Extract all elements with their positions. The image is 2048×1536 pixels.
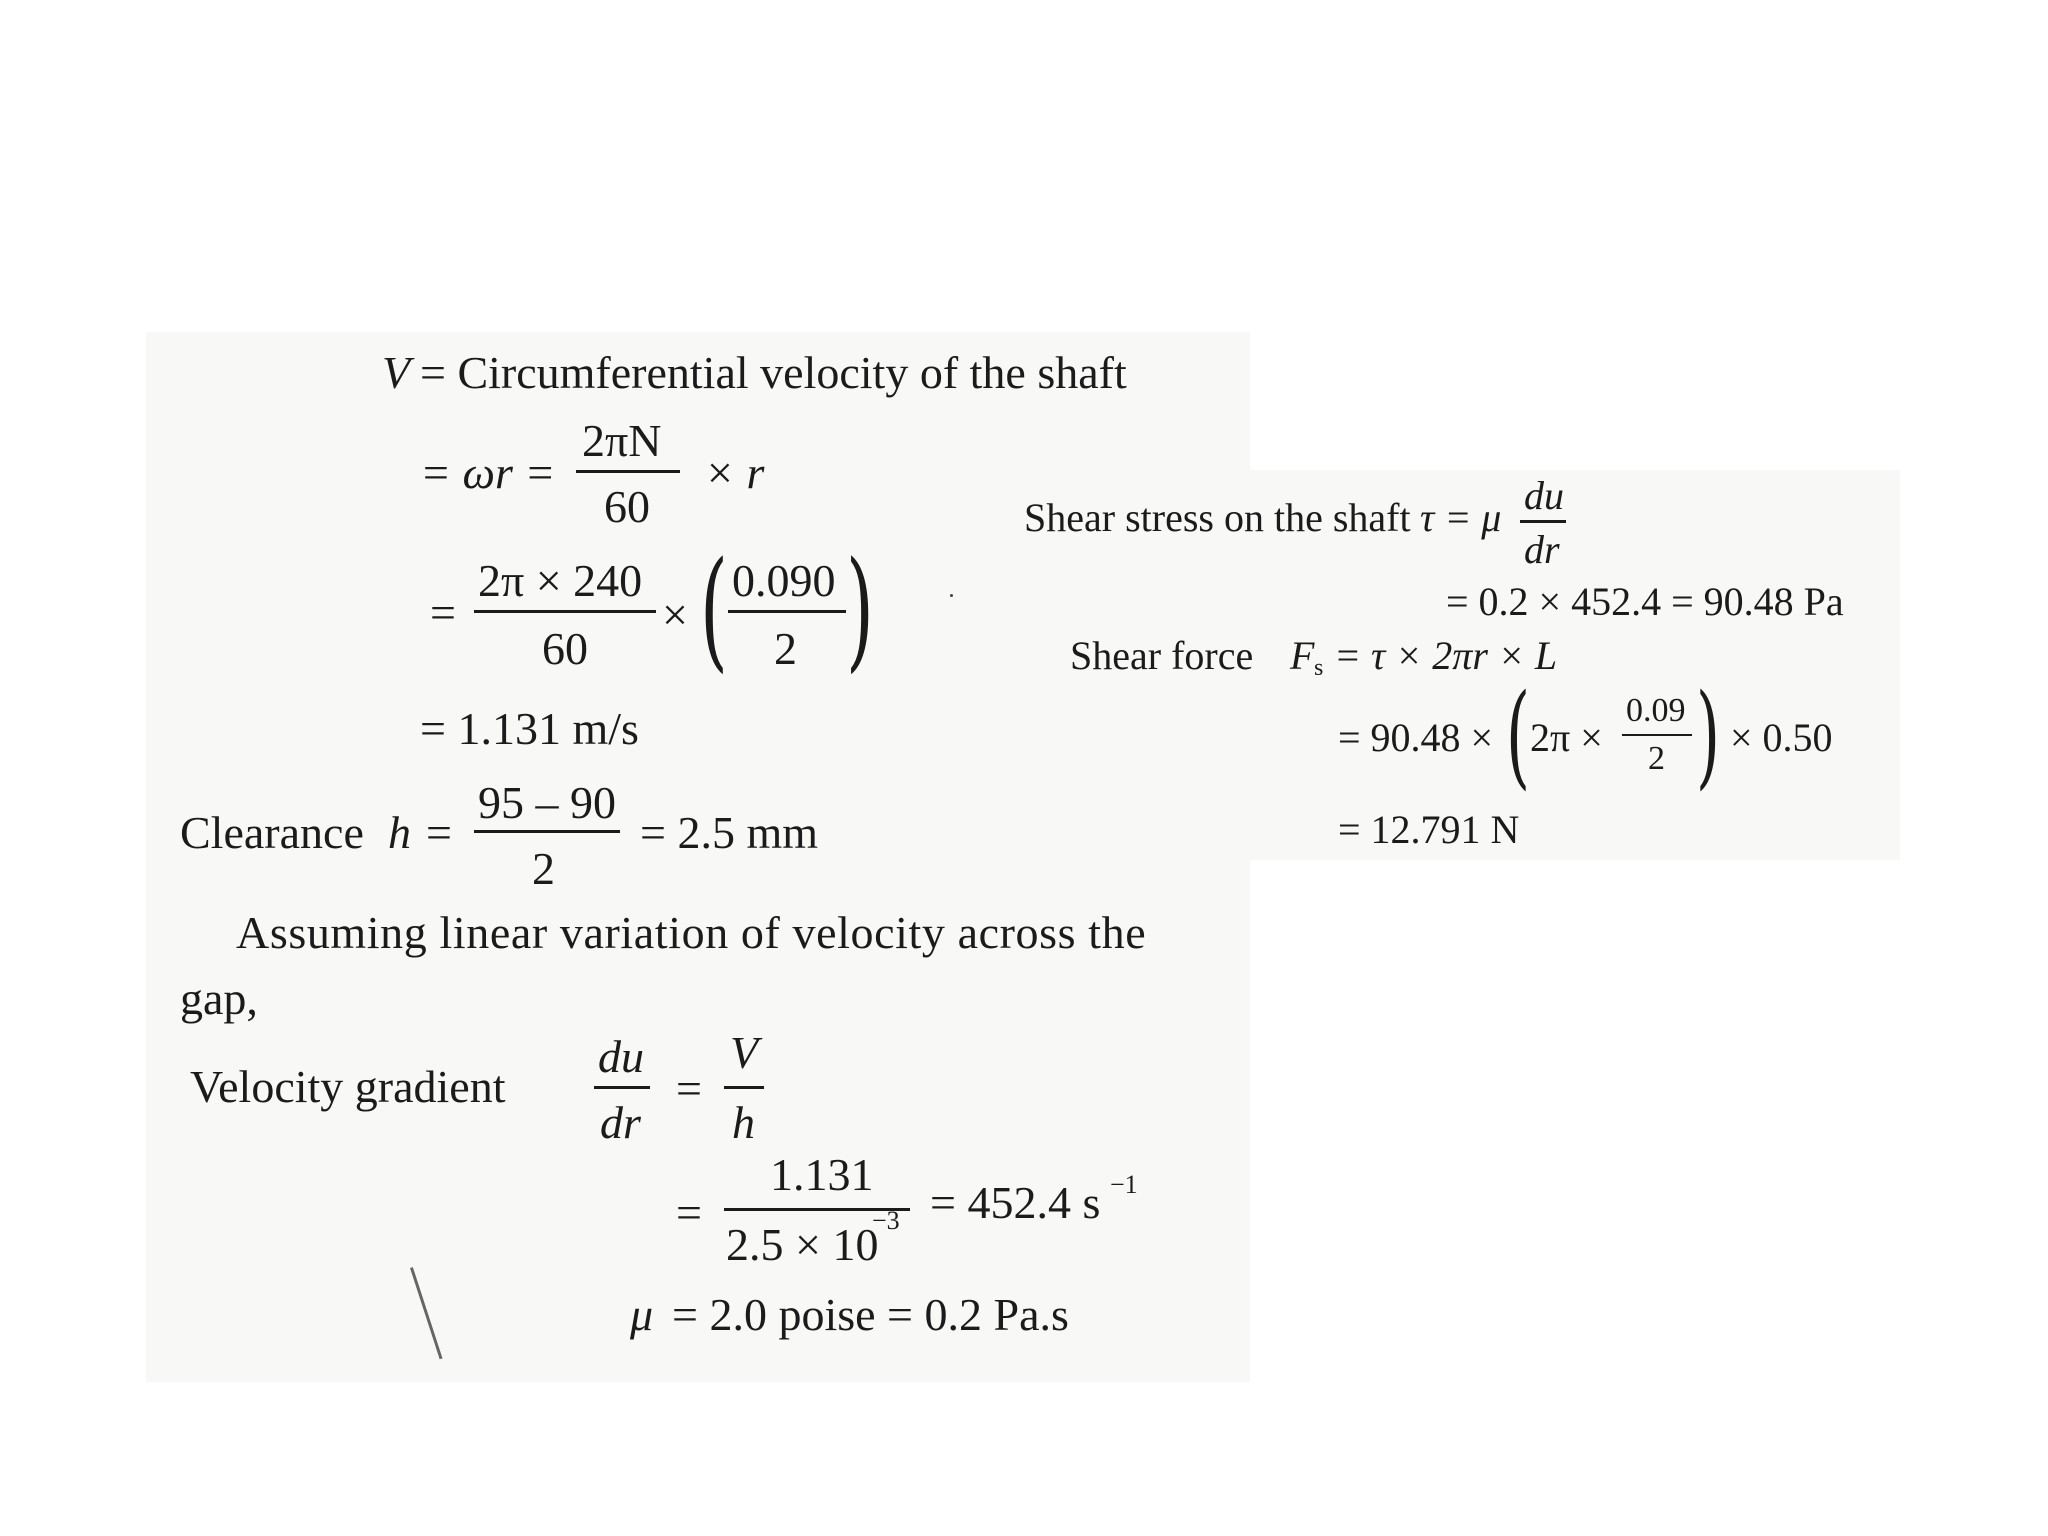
right-paren: ) <box>1696 671 1721 801</box>
fraction-denominator-exponent: −3 <box>872 1206 900 1235</box>
fraction-bar <box>576 470 680 473</box>
fraction-denominator-base: 2.5 × 10 <box>726 1219 879 1270</box>
velocity-symbol: V <box>382 347 411 398</box>
shear-force-inner: 2π × <box>1530 715 1603 760</box>
fraction-bar <box>474 830 620 833</box>
shear-force-label: Shear force <box>1070 633 1254 678</box>
mu-symbol: μ <box>630 1289 654 1340</box>
h-denominator: h <box>732 1097 755 1148</box>
shear-force-line2-prefix: = 90.48 × <box>1338 715 1494 760</box>
shear-stress-result: = 0.2 × 452.4 = 90.48 Pa <box>1446 579 1844 624</box>
gradient2-equals: = <box>676 1187 702 1238</box>
fraction-9590-numerator: 95 – 90 <box>478 777 616 828</box>
shear-force-line2-suffix: × 0.50 <box>1730 715 1833 760</box>
clearance-variable: h <box>388 807 411 858</box>
assumption-line-2: gap, <box>180 973 258 1024</box>
fraction-1131-numerator: 1.131 <box>770 1149 874 1200</box>
scan-speck <box>950 594 953 597</box>
velocity-definition: = Circumferential velocity of the shaft <box>420 347 1127 398</box>
line2-equals: = <box>430 587 456 638</box>
du-numerator: du <box>1524 473 1564 518</box>
gradient-equals: = <box>676 1063 702 1114</box>
viscosity-value: = 2.0 poise = 0.2 Pa.s <box>672 1289 1069 1340</box>
shear-force-equation: = τ × 2πr × L <box>1334 633 1558 678</box>
fraction-2pi240-numerator: 2π × 240 <box>478 555 643 606</box>
left-paren: ( <box>1506 671 1531 801</box>
clearance-result: = 2.5 mm <box>640 807 819 858</box>
fraction-60-denominator: 60 <box>604 481 650 532</box>
fraction-bar <box>474 610 656 613</box>
fraction-0090-numerator: 0.090 <box>732 555 836 606</box>
fraction-bar <box>728 610 846 613</box>
fraction-2-denominator: 2 <box>532 843 555 894</box>
du-numerator: du <box>598 1031 644 1082</box>
shear-force-variable: F <box>1290 633 1315 678</box>
gradient-result-exponent: −1 <box>1110 1170 1138 1199</box>
velocity-result: = 1.131 m/s <box>420 703 639 754</box>
fraction-2piN-numerator: 2πN <box>582 415 662 466</box>
shear-force-subscript: s <box>1314 655 1324 681</box>
clearance-label: Clearance <box>180 807 364 858</box>
fraction-bar <box>1622 734 1692 736</box>
times-r: × r <box>704 447 765 498</box>
shear-force-result: = 12.791 N <box>1338 807 1520 852</box>
fraction-60-denominator: 60 <box>542 623 588 674</box>
fraction-bar <box>724 1086 764 1089</box>
times-sign: × <box>662 589 688 640</box>
gradient-result-base: = 452.4 s <box>930 1177 1101 1228</box>
assumption-line-1: Assuming linear variation of velocity across the <box>236 907 1147 958</box>
right-paren: ) <box>846 533 874 685</box>
dr-denominator: dr <box>600 1097 641 1148</box>
fraction-2-denominator: 2 <box>1648 740 1665 777</box>
fraction-2-denominator: 2 <box>774 623 797 674</box>
clearance-equals: = <box>426 807 452 858</box>
shear-stress-equation: τ = μ <box>1420 495 1502 540</box>
v-numerator: V <box>730 1027 759 1078</box>
fraction-009-numerator: 0.09 <box>1626 692 1686 729</box>
shear-stress-label: Shear stress on the shaft <box>1024 495 1411 540</box>
fraction-bar <box>594 1086 650 1089</box>
dr-denominator: dr <box>1524 527 1560 572</box>
velocity-gradient-label: Velocity gradient <box>190 1061 506 1112</box>
omega-r-prefix: = ωr = <box>420 447 556 498</box>
fraction-bar <box>1520 520 1566 523</box>
left-paren: ( <box>700 533 728 685</box>
